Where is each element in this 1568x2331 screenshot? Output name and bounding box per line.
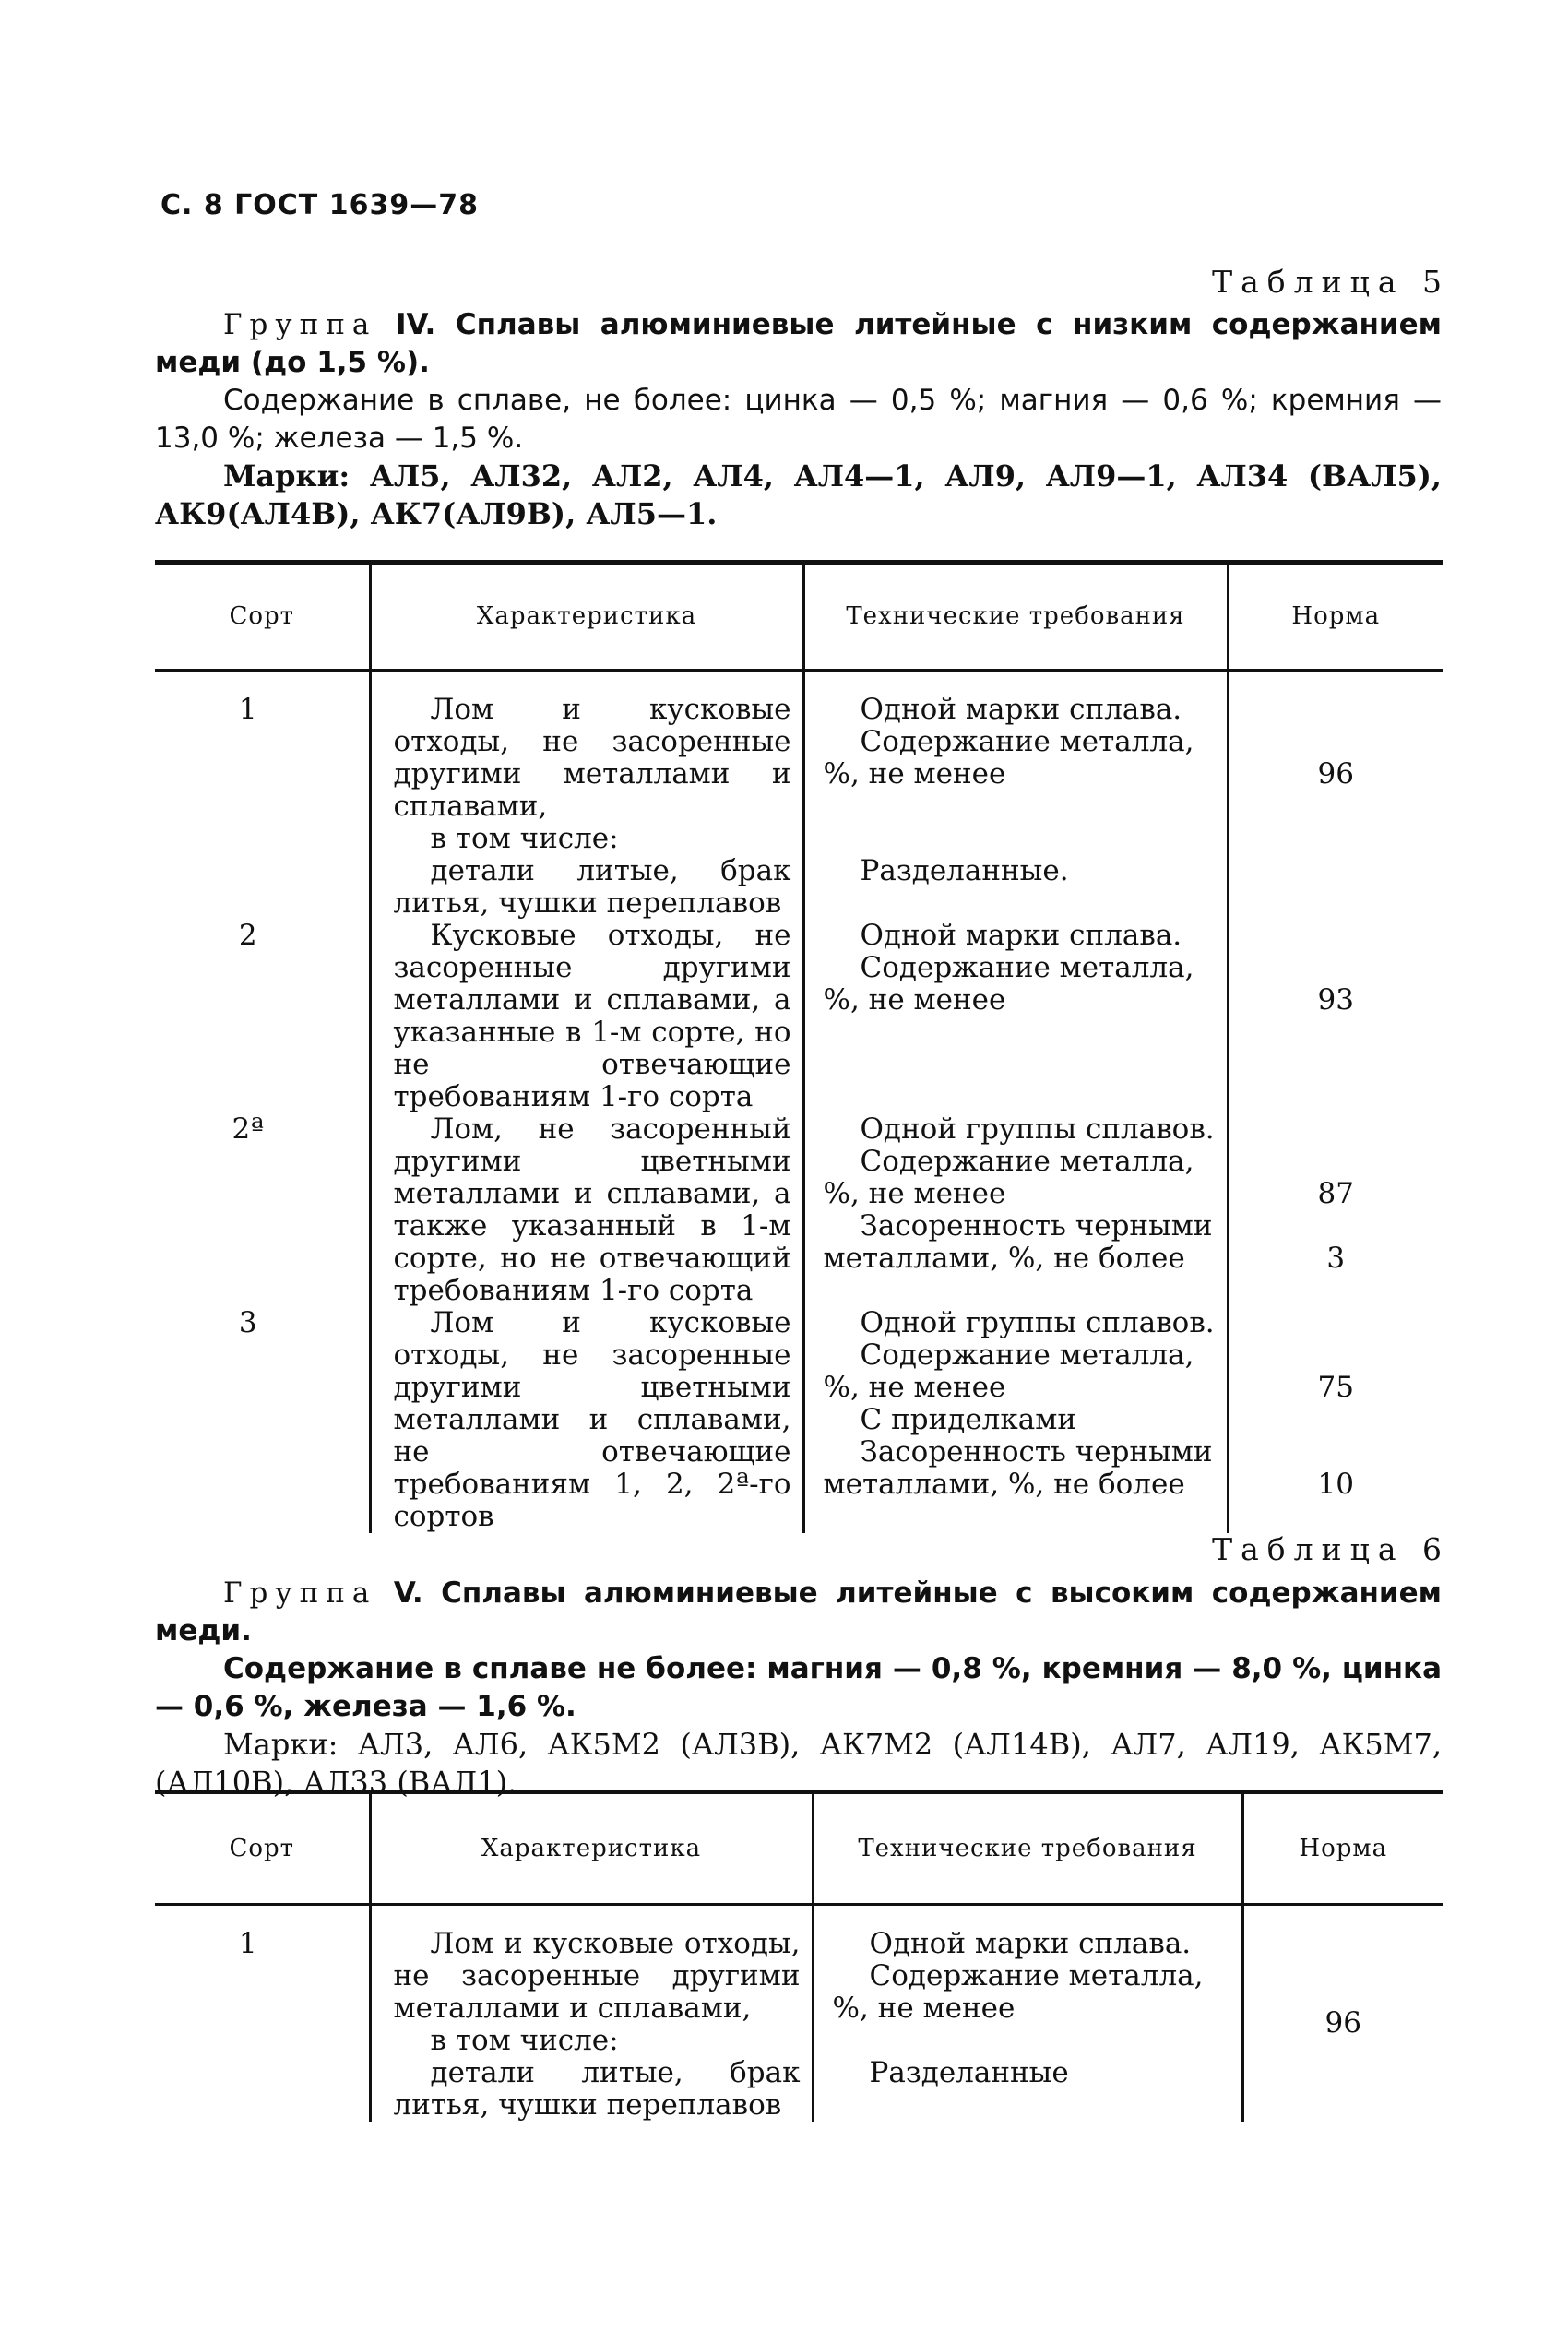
table-row — [155, 1307, 1443, 1533]
table5 — [155, 560, 1443, 1533]
table5-row2-sort: 2 — [155, 920, 370, 1113]
table6 — [155, 1790, 1443, 2122]
table6-content-note: Содержание в сплаве не более: магния — 0,8 %, кремния — 8,0 %, цинка — 0,6 %, железа — 1,6 %. — [155, 1652, 1442, 1723]
table6-row1-norm: 96 — [1324, 2006, 1361, 2040]
table5-row4-char: Лом и кусковые отходы, не засоренные другими цветными металлами и сплавами, не отвечающие требованиям 1, 2, 2ª-го сортов — [370, 1307, 803, 1533]
table-row — [155, 671, 1443, 921]
table5-content-note: Содержание в сплаве, не более: цинка — 0,5 %; магния — 0,6 %; кремния — 13,0 %; железа — 1,5 %. — [155, 384, 1442, 455]
table5-row2-norm: 93 — [1317, 983, 1354, 1017]
table5-row1-char: Лом и кусковые отходы, не засоренные другими металлами и сплавами, в том числе: детали литые, брак литья, чушки переплавов — [370, 671, 803, 921]
table5-heading — [155, 306, 1442, 533]
table5-row3-sort: 2ª — [155, 1113, 370, 1307]
table6-col-char: Характеристика — [370, 1792, 813, 1905]
table6-col-norm: Норма — [1242, 1792, 1443, 1905]
table5-row2-char: Кусковые отходы, не засоренные другими металлами и сплавами, а указанные в 1-м сорте, но не отвечающие требованиям 1-го сорта — [370, 920, 803, 1113]
table5-row3-req: Одной группы сплавов. Содержание металла, %, не менее Засоренность черными металлами, %, не более — [803, 1113, 1228, 1307]
table6-heading — [155, 1575, 1442, 1802]
table5-row4-req: Одной группы сплавов. Содержание металла, %, не менее С приделками Засоренность черными металлами, %, не более — [803, 1307, 1228, 1533]
table5-row1-sort: 1 — [155, 671, 370, 921]
table-row — [155, 920, 1443, 1113]
table5-group-prefix: Группа — [223, 308, 377, 341]
table6-group-title: V. Сплавы алюминиевые литейные с высоким содержанием меди. — [155, 1576, 1442, 1647]
table5-col-norm: Норма — [1228, 563, 1443, 671]
table5-col-req: Технические требования — [803, 563, 1228, 671]
table6-label: Таблица 6 — [1212, 1531, 1450, 1567]
table5-col-sort: Сорт — [155, 563, 370, 671]
table-row — [155, 1905, 1443, 2123]
table-row — [155, 1113, 1443, 1307]
table6-row1-sort: 1 — [155, 1905, 370, 2123]
table5-grades: Марки: АЛ5, АЛ32, АЛ2, АЛ4, АЛ4—1, АЛ9, АЛ9—1, АЛ34 (ВАЛ5), АК9(АЛ4В), АК7(АЛ9В), АЛ5—1. — [155, 458, 1442, 531]
table5-row3-norm: 87 3 — [1317, 1177, 1354, 1275]
table6-col-req: Технические требования — [813, 1792, 1242, 1905]
table6-group-prefix: Группа — [223, 1576, 377, 1610]
table5-col-char: Характеристика — [370, 563, 803, 671]
table5-group-title: IV. Сплавы алюминиевые литейные с низким содержанием меди (до 1,5 %). — [155, 308, 1443, 379]
table5-row3-char: Лом, не засоренный другими цветными металлами и сплавами, а также указанный в 1-м сорте, но не отвечающий требованиям 1-го сорта — [370, 1113, 803, 1307]
table5-row4-sort: 3 — [155, 1307, 370, 1533]
table5-row1-norm: 96 — [1317, 757, 1354, 791]
table6-grades: Марки: АЛ3, АЛ6, АК5М2 (АЛ3В), АК7М2 (АЛ14В), АЛ7, АЛ19, АК5М7, (АЛ10В), АЛ33 (ВАЛ1). — [155, 1727, 1442, 1800]
table5-row4-norm: 75 10 — [1317, 1371, 1354, 1501]
table5-row2-req: Одной марки сплава. Содержание металла, %, не менее — [803, 920, 1228, 1113]
table6-col-sort: Сорт — [155, 1792, 370, 1905]
running-head: С. 8 ГОСТ 1639—78 — [160, 189, 479, 221]
table5-row1-req: Одной марки сплава. Содержание металла, %, не менее Разделанные. — [803, 671, 1228, 921]
table6-row1-req: Одной марки сплава. Содержание металла, %, не менее Разделанные — [813, 1905, 1242, 2123]
table6-row1-char: Лом и кусковые отходы, не засоренные другими металлами и сплавами, в том числе: детали литые, брак литья, чушки переплавов — [370, 1905, 813, 2123]
table5-label: Таблица 5 — [1212, 264, 1450, 300]
